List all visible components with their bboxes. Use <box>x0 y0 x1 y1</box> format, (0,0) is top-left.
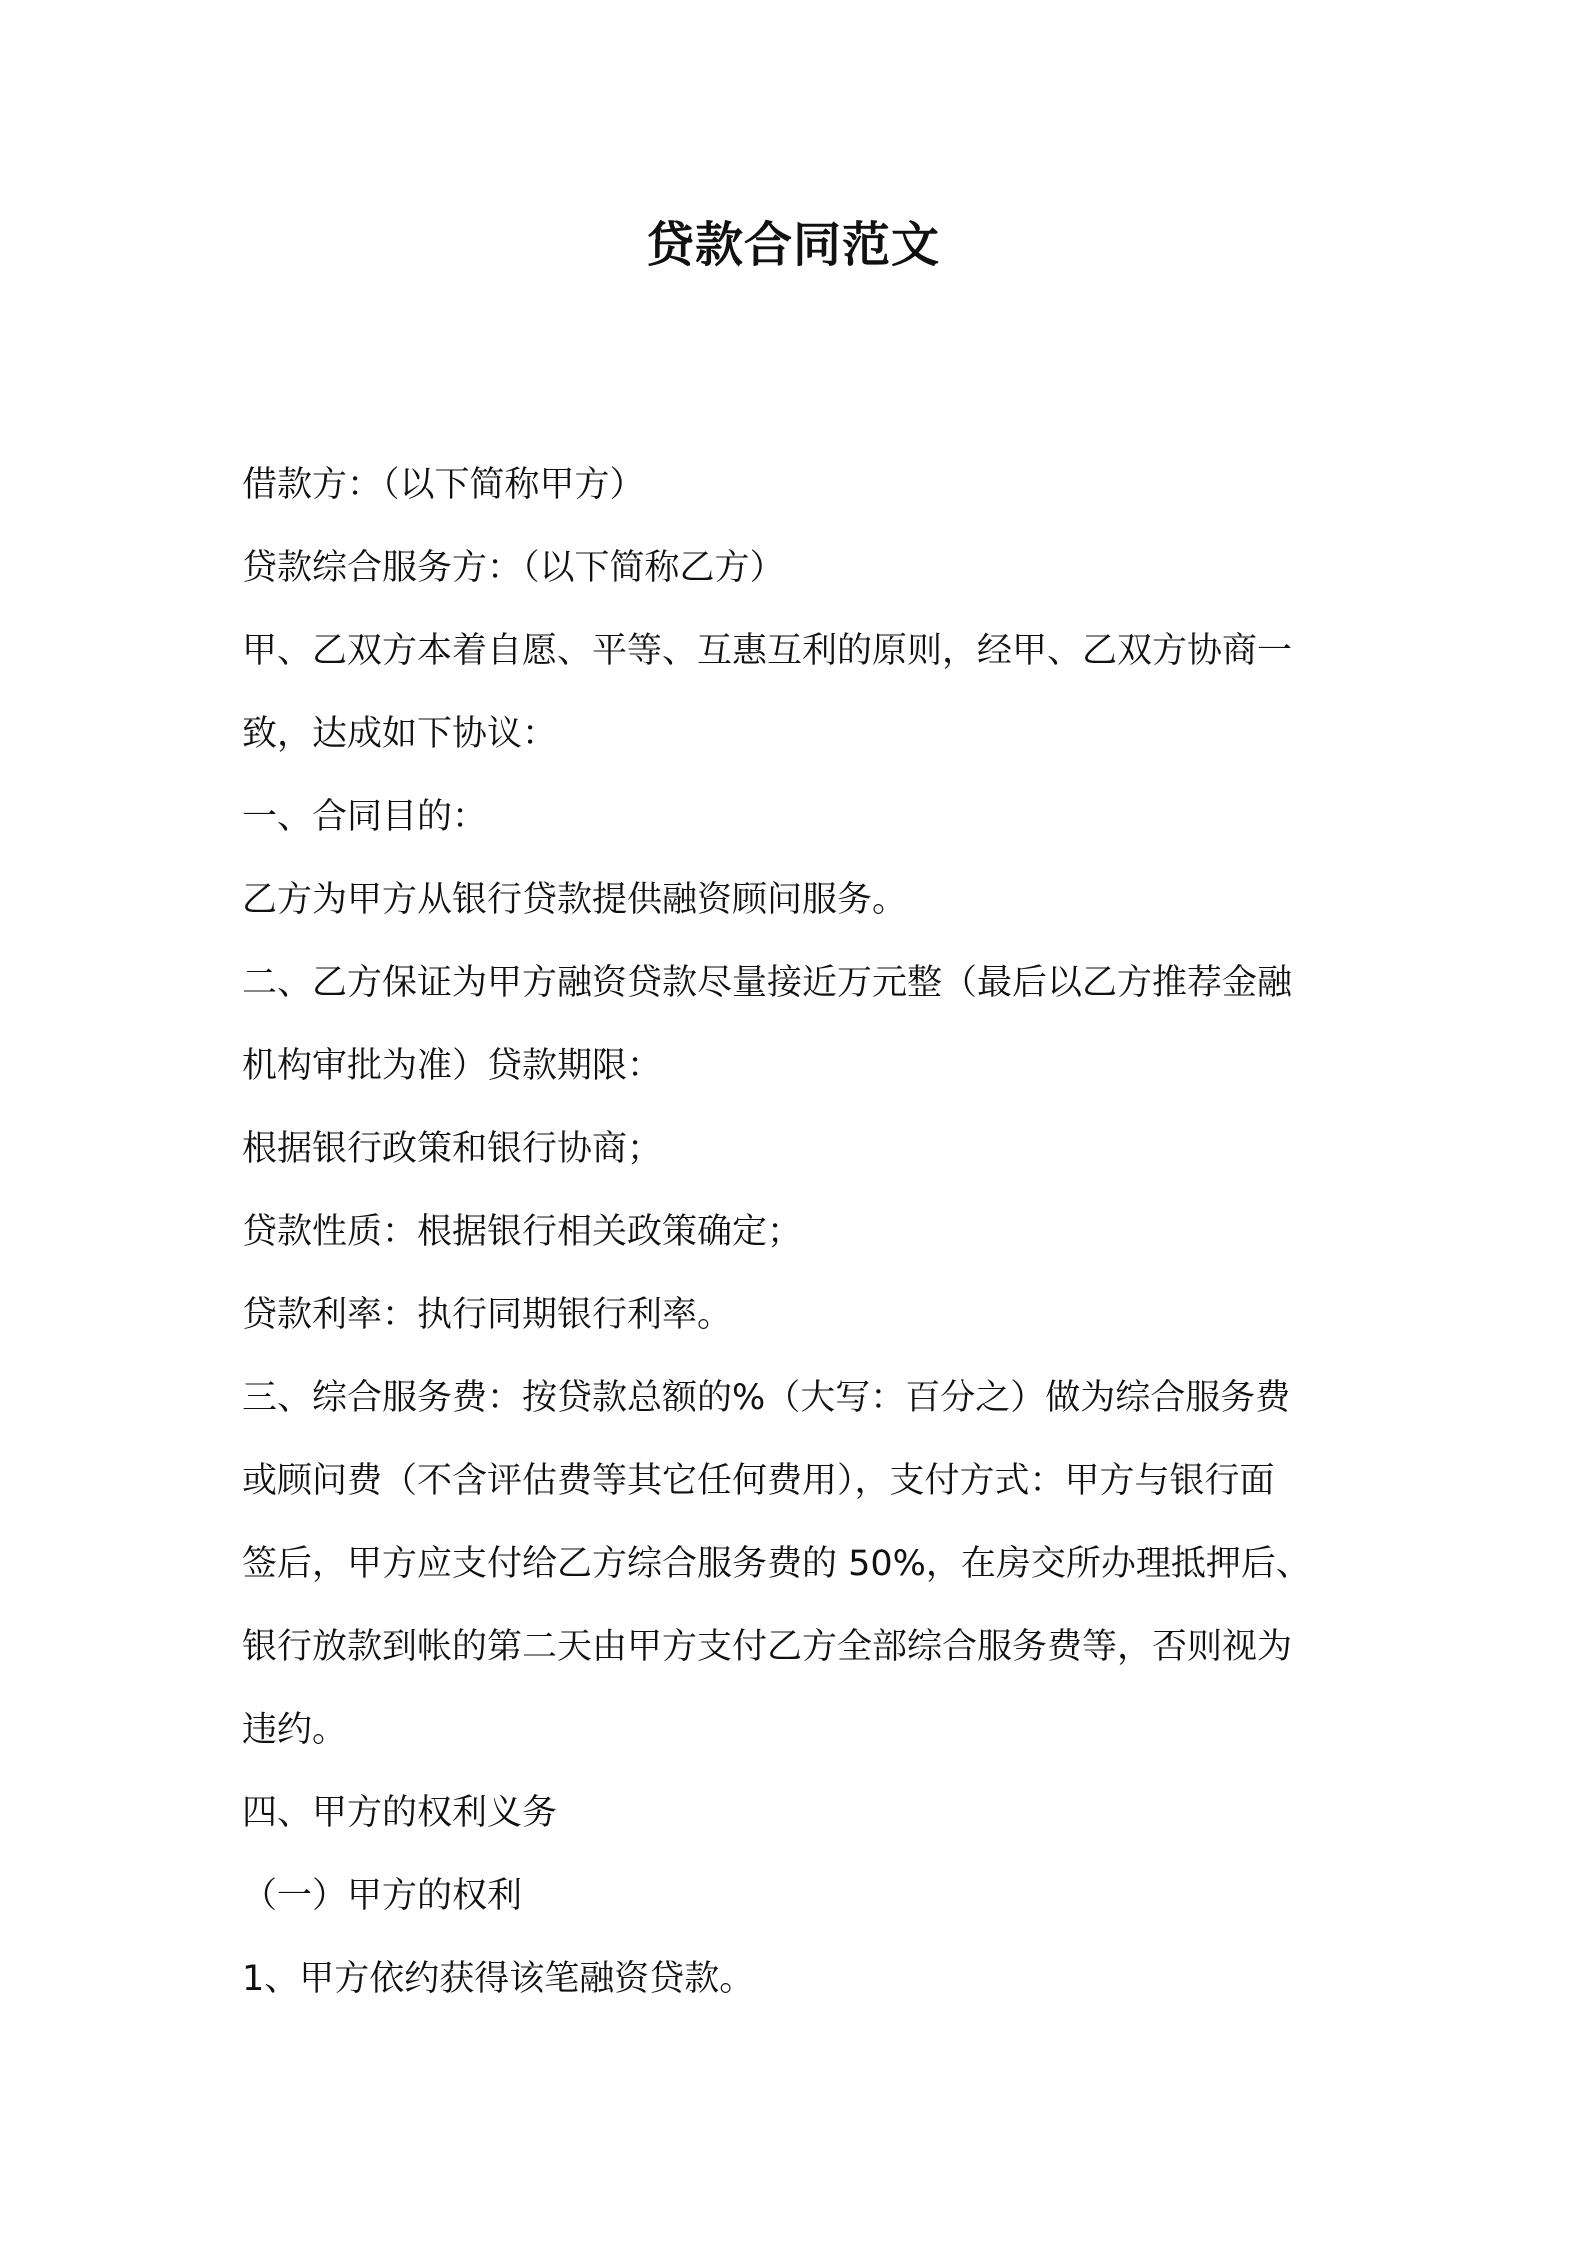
text-line: 机构审批为准）贷款期限： <box>242 1046 663 1086</box>
text-line: 借款方：（以下简称甲方） <box>242 465 645 505</box>
section-heading: 一、合同目的： <box>242 797 488 837</box>
text-line: 或顾问费（不含评估费等其它任何费用），支付方式：甲方与银行面 <box>242 1461 1275 1501</box>
text-line: 根据银行政策和银行协商； <box>242 1129 663 1169</box>
text-line: 签后，甲方应支付给乙方综合服务费的 50%，在房交所办理抵押后、 <box>242 1544 1311 1584</box>
section-heading: 二、乙方保证为甲方融资贷款尽量接近万元整（最后以乙方推荐金融 <box>242 963 1293 1003</box>
text-line: 贷款综合服务方：（以下简称乙方） <box>242 548 785 588</box>
list-item: 1、甲方依约获得该笔融资贷款。 <box>242 1959 755 1999</box>
text-line: 银行放款到帐的第二天由甲方支付乙方全部综合服务费等，否则视为 <box>242 1627 1293 1667</box>
document-body <box>242 444 1352 2021</box>
text-line: 违约。 <box>242 1710 348 1750</box>
text-line: 甲、乙双方本着自愿、平等、互惠互利的原则，经甲、乙双方协商一 <box>242 631 1293 671</box>
text-line: 乙方为甲方从银行贷款提供融资顾问服务。 <box>242 880 908 920</box>
document-title: 贷款合同范文 <box>645 217 940 273</box>
text-line: 贷款利率：执行同期银行利率。 <box>242 1295 733 1335</box>
section-heading: 四、甲方的权利义务 <box>242 1793 558 1833</box>
subsection-heading: （一）甲方的权利 <box>242 1876 523 1916</box>
text-line: 致，达成如下协议： <box>242 714 558 754</box>
section-heading: 三、综合服务费：按贷款总额的%（大写：百分之）做为综合服务费 <box>242 1378 1291 1418</box>
text-line: 贷款性质：根据银行相关政策确定； <box>242 1212 803 1252</box>
